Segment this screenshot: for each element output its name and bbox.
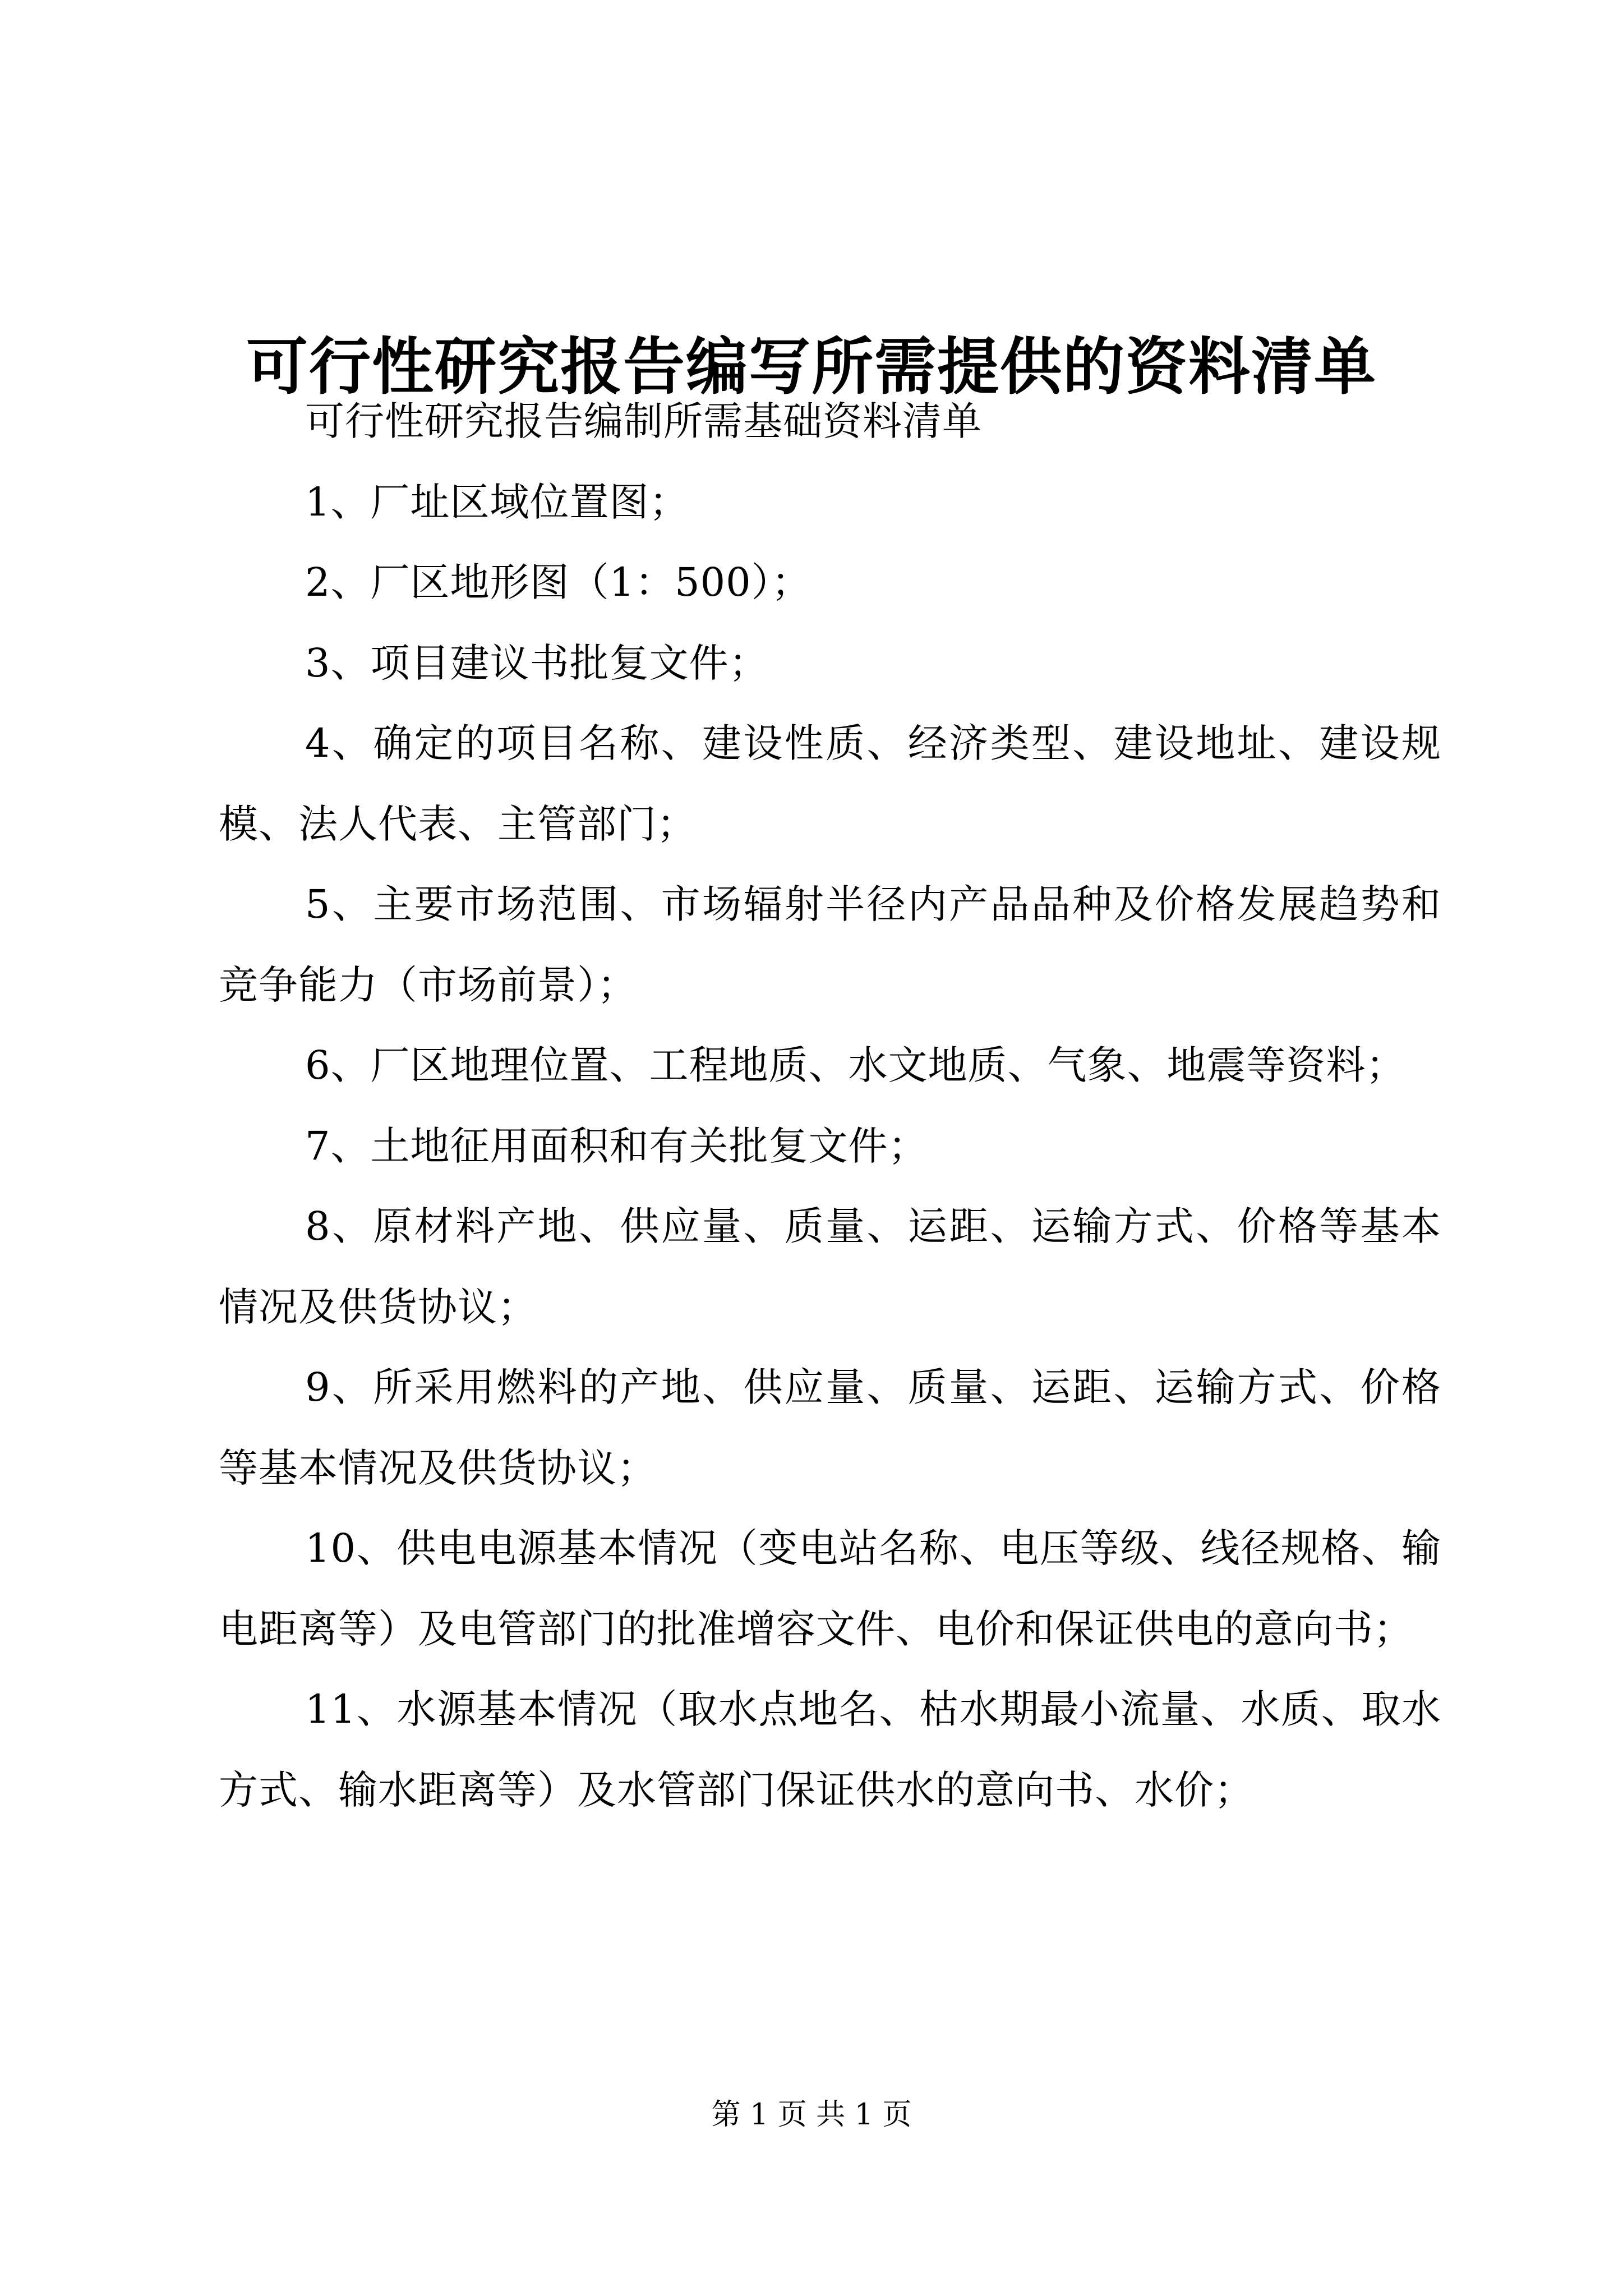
document-title: 可行性研究报告编写所需提供的资料清单 bbox=[246, 330, 1377, 403]
list-item-2: 2、厂区地形图（1：500）； bbox=[305, 559, 811, 605]
page-number-footer: 第 1 页 共 1 页 bbox=[711, 2098, 912, 2132]
list-item-11: 11、水源基本情况（取水点地名、枯水期最小流量、水质、取水方式、输水距离等）及水管部门保证供水的意向书、水价； bbox=[219, 1686, 1441, 1813]
list-item-7: 7、土地征用面积和有关批复文件； bbox=[305, 1122, 928, 1169]
list-item-3: 3、项目建议书批复文件； bbox=[305, 639, 769, 686]
list-item-9: 9、所采用燃料的产地、供应量、质量、运距、运输方式、价格等基本情况及供货协议； bbox=[219, 1364, 1441, 1491]
subtitle-paragraph: 可行性研究报告编制所需基础资料清单 bbox=[305, 398, 982, 444]
list-item-6: 6、厂区地理位置、工程地质、水文地质、气象、地震等资料； bbox=[305, 1042, 1406, 1088]
list-item-4: 4、确定的项目名称、建设性质、经济类型、建设地址、建设规模、法人代表、主管部门； bbox=[219, 720, 1441, 847]
list-item-5: 5、主要市场范围、市场辐射半径内产品品种及价格发展趋势和竞争能力（市场前景）； bbox=[219, 881, 1441, 1008]
document-body bbox=[219, 381, 1441, 1830]
list-item-1: 1、厂址区域位置图； bbox=[305, 478, 689, 525]
list-item-8: 8、原材料产地、供应量、质量、运距、运输方式、价格等基本情况及供货协议； bbox=[219, 1203, 1441, 1330]
list-item-10: 10、供电电源基本情况（变电站名称、电压等级、线径规格、输电距离等）及电管部门的批准增容文件、电价和保证供电的意向书； bbox=[219, 1525, 1441, 1652]
